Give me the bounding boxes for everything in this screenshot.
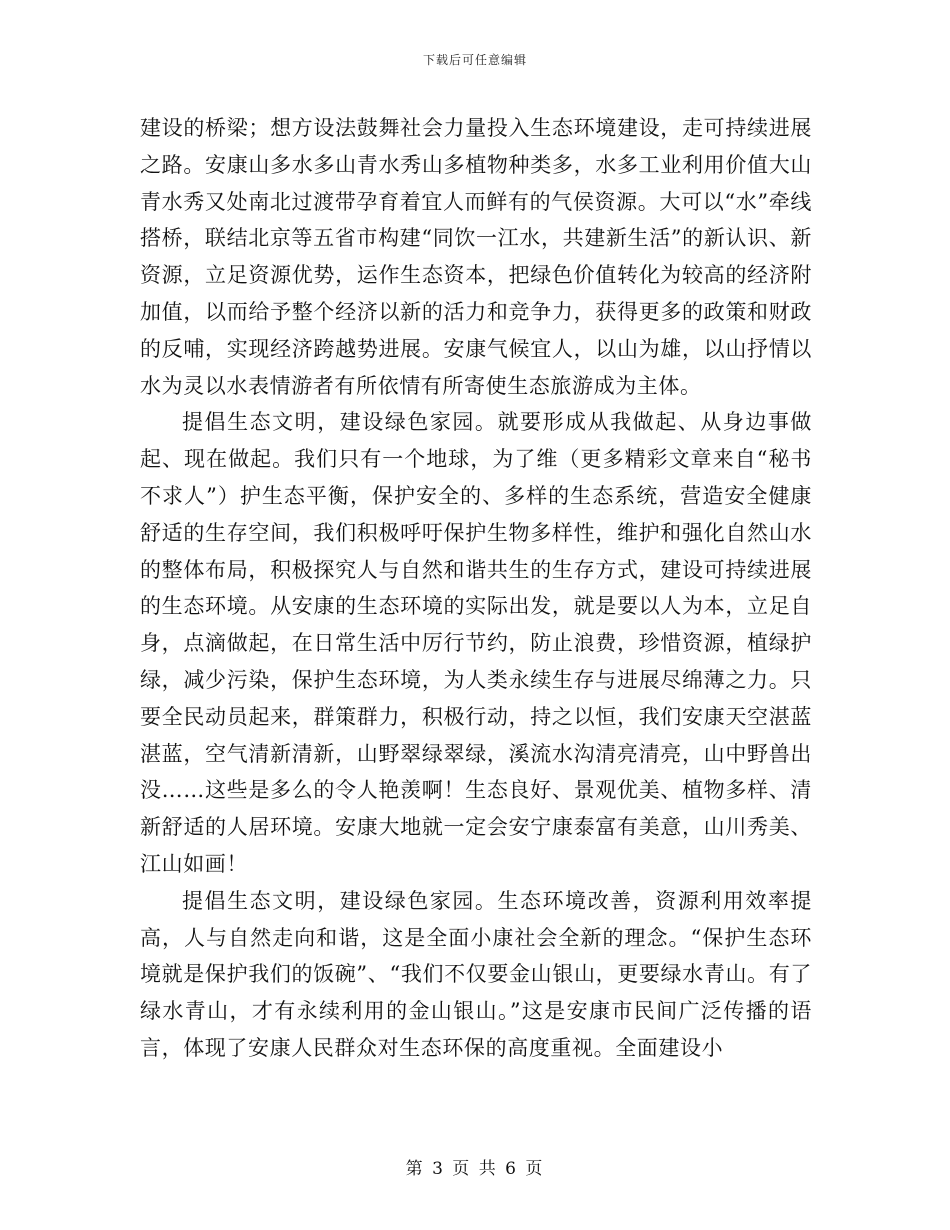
paragraph-2: 提倡生态文明，建设绿色家园。就要形成从我做起、从身边事做起、现在做起。我们只有一个地球，为了维（更多精彩文章来自“秘书不求人”）护生态平衡，保护安全的、多样的生态系统，营造安全健康舒适的生存空间，我们积极呼吁保护生物多样性，维护和强化自然山水的整体布局，积极探究人与自然和谐共生的生存方式，建设可持续进展的生态环境。从安康的生态环境的实际出发，就是要以人为本，立足自身，点滴做起，在日常生活中厉行节约，防止浪费，珍惜资源，植绿护绿，减少污染，保护生态环境，为人类永续生存与进展尽绵薄之力。只要全民动员起来，群策群力，积极行动，持之以恒，我们安康天空湛蓝湛蓝，空气清新清新，山野翠绿翠绿，溪流水沟清亮清亮，山中野兽出没……这些是多么的令人艳羡啊！生态良好、景观优美、植物多样、清新舒适的人居环境。安康大地就一定会安宁康泰富有美意，山川秀美、江山如画！ [140,410,812,876]
paragraph-3: 提倡生态文明，建设绿色家园。生态环境改善，资源利用效率提高，人与自然走向和谐，这是全面小康社会全新的理念。“保护生态环境就是保护我们的饭碗”、“我们不仅要金山银山，更要绿水青山。有了绿水青山，才有永续利用的金山银山。”这是安康市民间广泛传播的语言，体现了安康人民群众对生态环保的高度重视。全面建设小 [140,888,812,1060]
paragraph-1: 建设的桥梁；想方设法鼓舞社会力量投入生态环境建设，走可持续进展之路。安康山多水多山青水秀山多植物种类多，水多工业利用价值大山青水秀又处南北过渡带孕育着宜人而鲜有的气侯资源。大可以“水”牵线搭桥，联结北京等五省市构建“同饮一江水，共建新生活”的新认识、新资源，立足资源优势，运作生态资本，把绿色价值转化为较高的经济附加值，以而给予整个经济以新的活力和竞争力，获得更多的政策和财政的反哺，实现经济跨越势进展。安康气候宜人，以山为雄，以山抒情以水为灵以水表情游者有所依情有所寄使生态旅游成为主体。 [140,116,812,398]
page-number: 第 3 页 共 6 页 [405,1159,545,1179]
header-note: 下载后可任意编辑 [422,53,527,67]
document-body [140,110,812,1067]
